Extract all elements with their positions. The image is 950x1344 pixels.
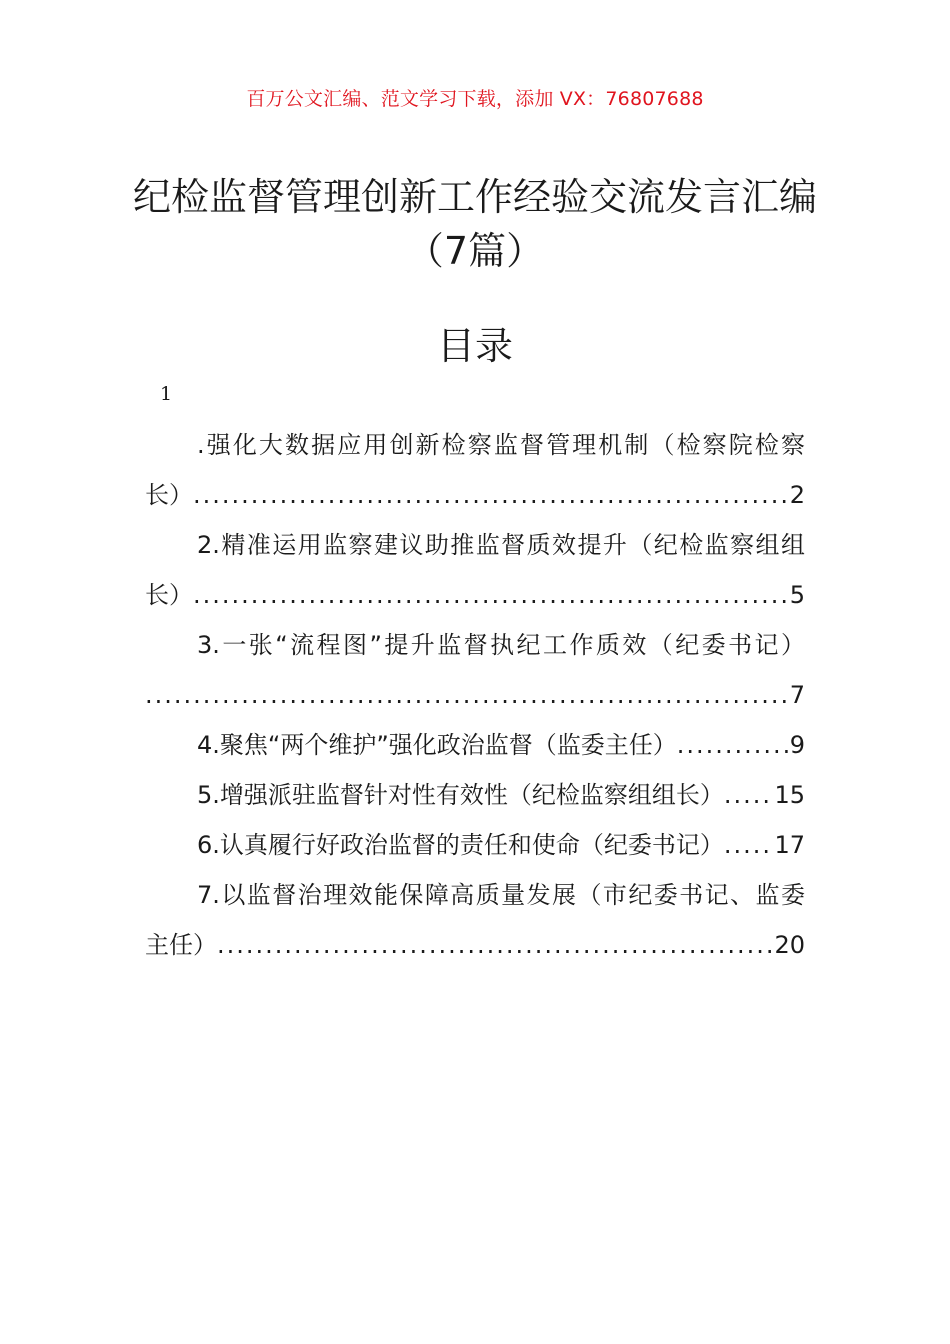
toc-entry-title: 6.认真履行好政治监督的责任和使命（纪委书记） xyxy=(197,831,724,859)
toc-entry[interactable] xyxy=(145,620,805,720)
toc-entry[interactable] xyxy=(145,770,805,820)
toc-entry-title: 4.聚焦“两个维护”强化政治监督（监委主任） xyxy=(197,731,677,759)
toc-page-number: 5 xyxy=(789,581,805,609)
title-line-2: （7篇） xyxy=(405,229,545,273)
toc-entry-title-cont: 主任） xyxy=(145,931,217,959)
toc-entry[interactable] xyxy=(145,520,805,620)
toc-entry-title-cont: 长） xyxy=(145,581,193,609)
toc-entry-title: 7.以监督治理效能保障高质量发展（市纪委书记、监委 xyxy=(197,881,805,909)
toc-entry-title: .强化大数据应用创新检察监督管理机制（检察院检察 xyxy=(197,431,805,459)
toc-page-number: 17 xyxy=(774,831,805,859)
toc-page-number: 9 xyxy=(789,731,805,759)
toc-entry-title-cont: 长） xyxy=(145,481,193,509)
toc-page-number: 2 xyxy=(789,481,805,509)
dot-leader xyxy=(677,720,788,770)
toc-entry[interactable] xyxy=(145,870,805,970)
title-line-1: 纪检监督管理创新工作经验交流发言汇编 xyxy=(132,175,817,219)
toc-page-number: 15 xyxy=(774,781,805,809)
promo-banner: 百万公文汇编、范文学习下载，添加 VX：76807688 xyxy=(246,88,704,110)
toc-list-marker: 1 xyxy=(160,383,173,405)
toc-entry[interactable] xyxy=(145,820,805,870)
toc-page-number: 7 xyxy=(789,681,805,709)
dot-leader xyxy=(217,920,772,970)
toc-entry-title: 5.增强派驻监督针对性有效性（纪检监察组组长） xyxy=(197,781,724,809)
table-of-contents xyxy=(145,420,805,970)
dot-leader xyxy=(193,570,788,620)
toc-entry[interactable] xyxy=(145,420,805,520)
dot-leader xyxy=(724,820,773,870)
toc-entry-title: 3.一张“流程图”提升监督执纪工作质效（纪委书记） xyxy=(197,631,805,659)
toc-entry[interactable] xyxy=(145,720,805,770)
document-title xyxy=(0,170,950,278)
toc-page-number: 20 xyxy=(774,931,805,959)
toc-heading: 目录 xyxy=(436,324,513,368)
dot-leader xyxy=(145,670,788,720)
dot-leader xyxy=(193,470,788,520)
dot-leader xyxy=(724,770,773,820)
toc-entry-title: 2.精准运用监察建议助推监督质效提升（纪检监察组组 xyxy=(197,531,805,559)
